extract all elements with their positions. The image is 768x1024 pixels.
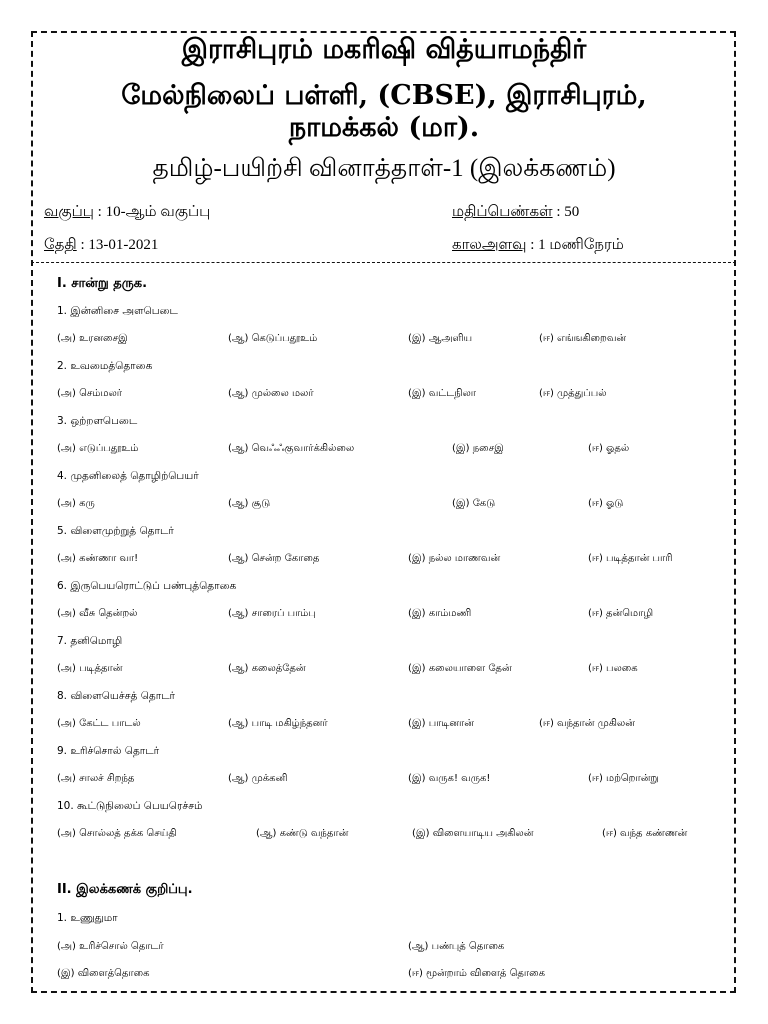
question-8: 8. விளையெச்சத் தொடர் xyxy=(57,690,176,702)
q3-option-d: (ஈ) ஓதல் xyxy=(588,443,630,454)
exam-title: தமிழ்-பயிற்சி வினாத்தாள்-1 (இலக்கணம்) xyxy=(152,155,616,182)
q2-option-d: (ஈ) முத்துப்பல் xyxy=(539,388,607,399)
s2q1-option-d: (ஈ) மூன்றாம் விளைத் தொகை xyxy=(408,968,545,979)
s2q1-option-a: (அ) உரிச்சொல் தொடர் xyxy=(57,941,164,952)
date-label: தேதி xyxy=(44,237,77,253)
q10-option-b: (ஆ) கண்டு வந்தான் xyxy=(256,828,349,839)
school-name-line1: இராசிபுரம் மகரிஷி வித்யாமந்திர் xyxy=(181,34,587,65)
q4-option-d: (ஈ) ஓடு xyxy=(588,498,624,509)
q9-option-d: (ஈ) மற்றொன்று xyxy=(588,773,659,784)
q8-option-a: (அ) கேட்ட பாடல் xyxy=(57,718,141,729)
question-3: 3. ஒற்றளபெடை xyxy=(57,415,138,427)
q8-option-c: (இ) பாடினான் xyxy=(408,718,474,729)
date-info xyxy=(44,236,158,255)
q7-option-d: (ஈ) பலகை xyxy=(588,663,638,674)
class-colon: : xyxy=(97,204,106,220)
q3-option-c: (இ) நசைஇ xyxy=(452,443,504,454)
q9-option-a: (அ) சாலச் சிறந்த xyxy=(57,773,135,784)
q3-option-a: (அ) எடுப்பதூஉம் xyxy=(57,443,139,454)
section2-title: II. இலக்கணக் குறிப்பு. xyxy=(57,882,193,897)
q1-option-a: (அ) உரனசைஇ xyxy=(57,333,128,344)
school-name-line3: நாமக்கல் (மா). xyxy=(288,112,480,143)
q5-option-b: (ஆ) சென்ற கோதை xyxy=(228,553,320,564)
q2-option-a: (அ) செம்மலர் xyxy=(57,388,123,399)
time-colon: : xyxy=(530,237,539,253)
question-5: 5. விளைமுற்றுத் தொடர் xyxy=(57,525,174,537)
q2-option-b: (ஆ) முல்லை மலர் xyxy=(228,388,314,399)
date-colon: : xyxy=(80,237,89,253)
q7-option-a: (அ) படித்தான் xyxy=(57,663,123,674)
marks-info xyxy=(452,203,579,222)
section1-title: I. சான்று தருக. xyxy=(57,276,148,291)
school-name-line2: மேல்நிலைப் பள்ளி, (CBSE), இராசிபுரம், xyxy=(121,80,647,111)
class-label: வகுப்பு xyxy=(44,204,94,220)
question-10: 10. கூட்டுநிலைப் பெயரெச்சம் xyxy=(57,800,203,812)
question-9: 9. உரிச்சொல் தொடர் xyxy=(57,745,160,757)
q8-option-b: (ஆ) பாடி மகிழ்ந்தனர் xyxy=(228,718,328,729)
s2q1-option-b: (ஆ) பண்புத் தொகை xyxy=(408,941,505,952)
date-value: 13-01-2021 xyxy=(88,237,159,253)
q9-option-b: (ஆ) முக்கனி xyxy=(228,773,288,784)
time-label: காலஅளவு xyxy=(452,237,527,253)
q3-option-b: (ஆ) வெஃஃகுவார்க்கில்லை xyxy=(228,443,355,454)
question-6: 6. இருபெயரொட்டுப் பண்புத்தொகை xyxy=(57,580,237,592)
question-1: 1. இன்னிசை அளபெடை xyxy=(57,305,178,317)
marks-label: மதிப்பெண்கள் xyxy=(452,204,553,220)
q5-option-d: (ஈ) படித்தான் பாரி xyxy=(588,553,673,564)
q8-option-d: (ஈ) வந்தான் முகிலன் xyxy=(539,718,635,729)
q5-option-a: (அ) கண்ணா வா! xyxy=(57,553,139,564)
q2-option-c: (இ) வட்டநிலா xyxy=(408,388,477,399)
header-divider xyxy=(31,262,736,263)
time-value: 1 மணிநேரம் xyxy=(538,237,624,253)
q4-option-c: (இ) கேடு xyxy=(452,498,496,509)
q1-option-d: (ஈ) எங்ஙகிறைவன் xyxy=(539,333,627,344)
q10-option-c: (இ) விளையாடிய அகிலன் xyxy=(412,828,534,839)
q1-option-b: (ஆ) கெடுப்பதூஉம் xyxy=(228,333,318,344)
q7-option-c: (இ) கலையாளை தேன் xyxy=(408,663,512,674)
question-7: 7. தனிமொழி xyxy=(57,635,123,647)
q10-option-d: (ஈ) வந்த கண்ணன் xyxy=(602,828,688,839)
q6-option-b: (ஆ) சாரைப் பாம்பு xyxy=(228,608,316,619)
s2q1-option-c: (இ) விளைத்தொகை xyxy=(57,968,150,979)
q1-option-c: (இ) ஆஅளிய xyxy=(408,333,473,344)
q6-option-c: (இ) காம்மணி xyxy=(408,608,472,619)
class-value: 10-ஆம் வகுப்பு xyxy=(105,204,211,220)
q6-option-d: (ஈ) தன்மொழி xyxy=(588,608,654,619)
q9-option-c: (இ) வருக! வருக! xyxy=(408,773,491,784)
q7-option-b: (ஆ) கலைத்தேன் xyxy=(228,663,306,674)
section2-question-1: 1. உணுதுமா xyxy=(57,912,118,924)
time-info xyxy=(452,236,624,255)
q6-option-a: (அ) வீசு தென்றல் xyxy=(57,608,138,619)
marks-colon: : xyxy=(556,204,565,220)
question-4: 4. முதனிலைத் தொழிற்பெயர் xyxy=(57,470,199,482)
q5-option-c: (இ) நல்ல மாணவன் xyxy=(408,553,501,564)
q10-option-a: (அ) சொல்லத் தக்க செய்தி xyxy=(57,828,177,839)
q4-option-a: (அ) கரு xyxy=(57,498,95,509)
q4-option-b: (ஆ) சூடு xyxy=(228,498,271,509)
question-2: 2. உவமைத்தொகை xyxy=(57,360,153,372)
class-info xyxy=(44,203,210,222)
marks-value: 50 xyxy=(564,204,580,220)
